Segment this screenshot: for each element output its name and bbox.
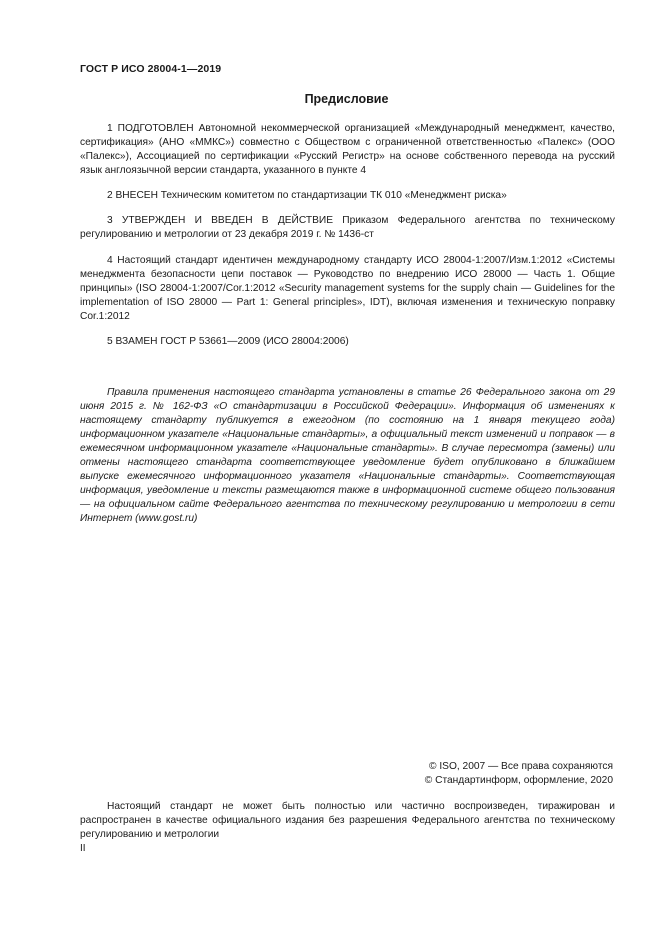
- foreword-item-2: 2 ВНЕСЕН Техническим комитетом по стандартизации ТК 010 «Менеджмент риска»: [107, 190, 507, 201]
- foreword-item-4: 4 Настоящий стандарт идентичен международному стандарту ИСО 28004-1:2007/Изм.1:2012 «Системы менеджмента безопасности цепи поставок — Руководство по внедрению ИСО 28000 — Часть 1. Общие принципы» (ISO 28004-1:2007/Cor.1:2012 «Security management systems for the supply chain — Guidelines for the implementation of ISO 28000 — Part 1: General principles», IDT), включая изменения и техническую поправку Cor.1:2012: [80, 255, 615, 322]
- copyright-iso: © ISO, 2007 — Все права сохраняются: [429, 761, 613, 772]
- foreword-item-3: 3 УТВЕРЖДЕН И ВВЕДЕН В ДЕЙСТВИЕ Приказом Федерального агентства по техническому регулированию и метрологии от 23 декабря 2019 г. № 1436-ст: [80, 215, 615, 240]
- page-number: II: [80, 843, 86, 854]
- reproduction-notice: Настоящий стандарт не может быть полностью или частично воспроизведен, тиражирован и распространен в качестве официального издания без разрешения Федерального агентства по техническому регулированию и метрологии: [80, 801, 615, 840]
- page-title: Предисловие: [304, 92, 389, 106]
- foreword-item-1: 1 ПОДГОТОВЛЕН Автономной некоммерческой организацией «Международный менеджмент, качество, сертификация» (АНО «ММКС») совместно с Обществом с ограниченной ответственностью «Палекс» (ООО «Палекс»), Ассоциацией по сертификации «Русский Регистр» на основе собственного перевода на русский язык англоязычной версии стандарта, указанного в пункте 4: [80, 123, 615, 176]
- application-rules-notice: Правила применения настоящего стандарта установлены в статье 26 Федерального закона от 29 июня 2015 г. № 162-ФЗ «О стандартизации в Российской Федерации». Информация об изменениях к настоящему стандарту публикуется в ежегодном (по состоянию на 1 января текущего года) информационном указателе «Национальные стандарты», а официальный текст изменений и поправок — в ежемесячном информационном указателе «Национальные стандарты». В случае пересмотра (замены) или отмены настоящего стандарта соответствующее уведомление будет опубликовано в ближайшем выпуске ежемесячного информационного указателя «Национальные стандарты». Соответствующая информация, уведомление и тексты размещаются также в информационной системе общего пользования — на официальном сайте Федерального агентства по техническому регулированию и метрологии в сети Интернет (www.gost.ru): [80, 387, 615, 524]
- document-code: ГОСТ Р ИСО 28004-1—2019: [80, 63, 222, 75]
- foreword-item-5: 5 ВЗАМЕН ГОСТ Р 53661—2009 (ИСО 28004:2006): [107, 336, 349, 347]
- copyright-standartinform: © Стандартинформ, оформление, 2020: [424, 775, 613, 786]
